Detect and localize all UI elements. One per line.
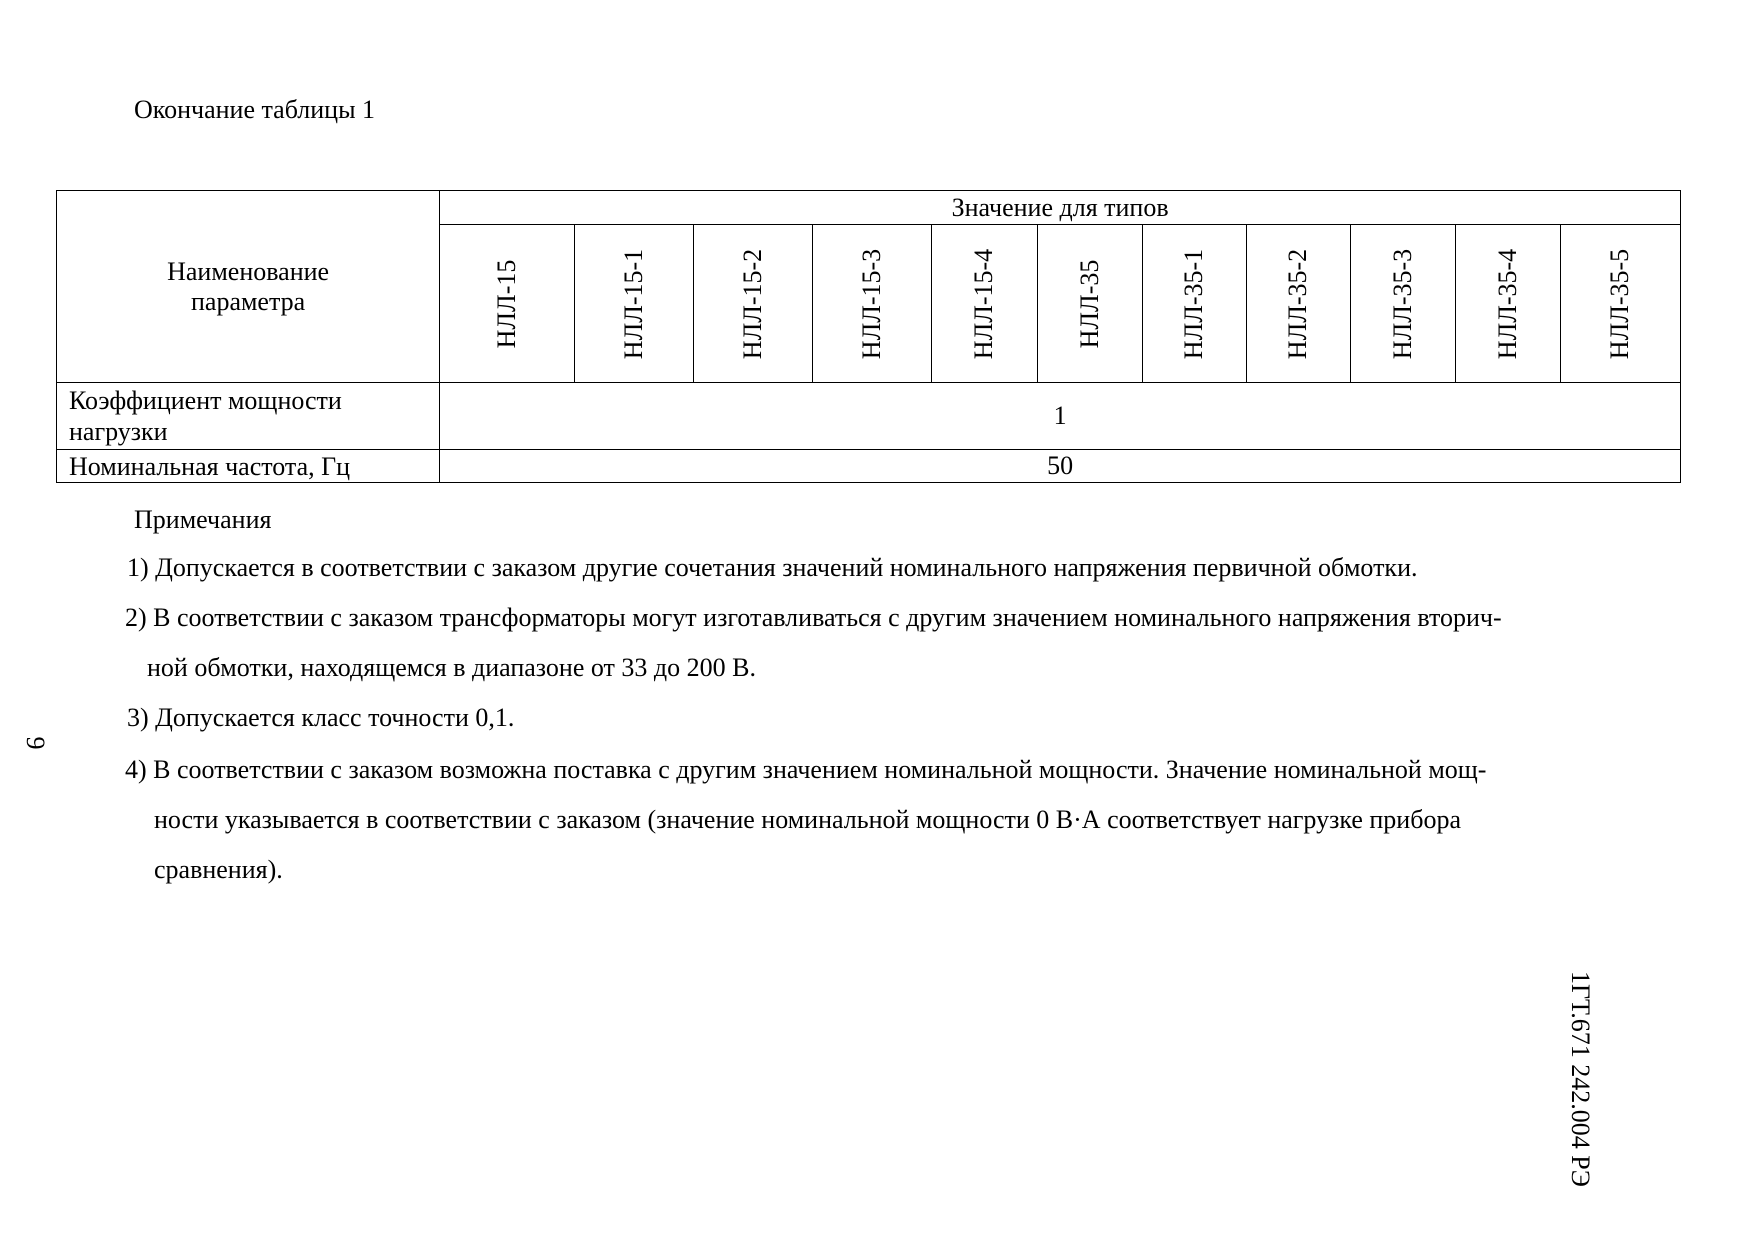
note-line: ности указывается в соответствии с заказом (значение номинальной мощности 0 В·А соответствует нагрузке прибора <box>154 805 1461 834</box>
type-label: НЛЛ-35-2 <box>1283 248 1313 359</box>
row-value: 1 <box>440 383 1681 450</box>
param-name-header <box>57 191 440 383</box>
note-line: ной обмотки, находящемся в диапазоне от 33 до 200 В. <box>147 653 756 682</box>
table-caption: Окончание таблицы 1 <box>134 95 376 124</box>
row-label-line-1: Номинальная частота, Гц <box>69 451 351 481</box>
type-header <box>813 225 932 383</box>
row-label-line-2: нагрузки <box>69 417 168 446</box>
note-line: 2) В соответствии с заказом трансформаторы могут изготавливаться с другим значением номинального напряжения вторич- <box>125 603 1502 632</box>
type-label: НЛЛ-35-5 <box>1605 248 1635 359</box>
page-number: 9 <box>21 736 50 750</box>
type-header <box>1560 225 1680 383</box>
types-header: Значение для типов <box>440 191 1681 225</box>
table-row <box>57 383 1681 450</box>
type-label: НЛЛ-15-2 <box>738 248 768 359</box>
type-label: НЛЛ-15-1 <box>619 248 649 359</box>
type-label: НЛЛ-15 <box>492 259 522 348</box>
note-line: сравнения). <box>154 855 283 884</box>
notes-title: Примечания <box>134 505 272 534</box>
type-header <box>1037 225 1142 383</box>
type-label: НЛЛ-15-4 <box>969 248 999 359</box>
note-line: 3) Допускается класс точности 0,1. <box>127 703 515 732</box>
type-label: НЛЛ-35 <box>1074 259 1104 348</box>
type-label: НЛЛ-35-3 <box>1387 248 1417 359</box>
param-header-line-2: параметра <box>190 286 306 316</box>
document-code: 1ГТ.671 242.004 РЭ <box>1566 971 1595 1187</box>
type-label: НЛЛ-35-4 <box>1492 248 1522 359</box>
type-header <box>1246 225 1350 383</box>
spec-table <box>56 190 1681 483</box>
type-header <box>575 225 694 383</box>
type-header <box>440 225 575 383</box>
param-header-line-1: Наименование <box>167 256 330 286</box>
type-label: НЛЛ-15-3 <box>857 248 887 359</box>
row-label-line-1: Коэффициент мощности <box>69 386 342 415</box>
note-line: 1) Допускается в соответствии с заказом другие сочетания значений номинального напряжения первичной обмотки. <box>127 553 1418 582</box>
type-header <box>1455 225 1560 383</box>
note-line: 4) В соответствии с заказом возможна поставка с другим значением номинальной мощности. Значение номинальной мощ- <box>125 755 1487 784</box>
type-header <box>694 225 813 383</box>
row-value: 50 <box>440 450 1681 483</box>
table-row <box>57 450 1681 483</box>
type-label: НЛЛ-35-1 <box>1179 248 1209 359</box>
row-label <box>57 383 440 450</box>
row-label <box>57 450 440 483</box>
type-header <box>1142 225 1246 383</box>
type-header <box>1350 225 1455 383</box>
type-header <box>932 225 1037 383</box>
